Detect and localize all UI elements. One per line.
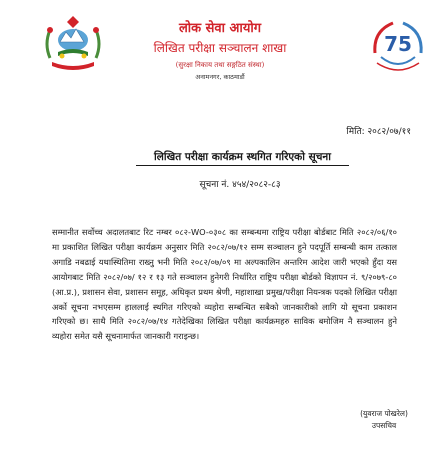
anniversary-number: 75 xyxy=(384,32,412,56)
nepal-emblem-icon xyxy=(38,10,108,76)
header-text-block xyxy=(120,21,320,82)
notice-date: मिति: २०८२/०७/११ xyxy=(346,127,411,137)
organization-name: लोक सेवा आयोग xyxy=(178,21,262,36)
notice-body-paragraph: सम्मानीत सर्वोच्च अदालतबाट रिट नम्बर ०८२-WO-०३०८ का सम्बन्धमा राष्ट्रिय परीक्षा बोर्डबाट मिति २०८२/०६/१० मा प्रकाशित लिखित परीक्षा कार्यक्रम अनुसार मिति २०८२/०७/१२ सम्म सञ्चालन हुने पदपूर्ति सम्बन्धी काम तत्काल अगाडि नबढाई यथास्थितिमा राख्नु भनी मिति २०८२/०७/०९ मा अल्पकालिन अन्तरिम आदेश जारी भएको हुँदा यस आयोगबाट मिति २०८२/०७/ १२ र १३ गते सञ्चालन हुनेगरी निर्धारित राष्ट्रिय परीक्षा बोर्डको विज्ञापन नं. ९/२०७९-८० (आ.प्र.), प्रशासन सेवा, प्रशासन समूह, अधिकृत प्रथम श्रेणी, महाशाखा प्रमुख/परीक्षा नियन्त्रक पदको लिखित परीक्षा अर्को सूचना नभएसम्म हाललाई स्थगित गरिएको व्यहोरा सम्बन्धित सबैको जानकारीको लागि यो सूचना प्रकाशन गरिएको छ। साथै मिति २०८२/०७/१४ गतेदेखिका लिखित परीक्षा कार्यक्रमहरु साविक बमोजिम नै सञ्चालन हुने व्यहोरा समेत यसै सूचनामार्फत जानकारी गराइन्छ। xyxy=(52,227,397,342)
department-name: लिखित परीक्षा सञ्चालन शाखा xyxy=(153,41,287,55)
75-anniversary-logo-icon xyxy=(365,13,431,79)
notice-title: लिखित परीक्षा कार्यक्रम स्थगित गरिएको सूचना xyxy=(136,150,349,166)
office-address: अनामनगर, काठमाडौं xyxy=(195,73,245,81)
notice-reference-number: सूचना नं. ४५४/२०८२-८३ xyxy=(199,180,281,190)
department-subnote: (सुरक्षा निकाय तथा सङ्गठित संस्था) xyxy=(175,61,265,69)
signatory-name: (युवराज पोखरेल) xyxy=(360,409,408,418)
signature-block xyxy=(350,409,418,431)
signatory-role: उपसचिव xyxy=(371,421,397,430)
